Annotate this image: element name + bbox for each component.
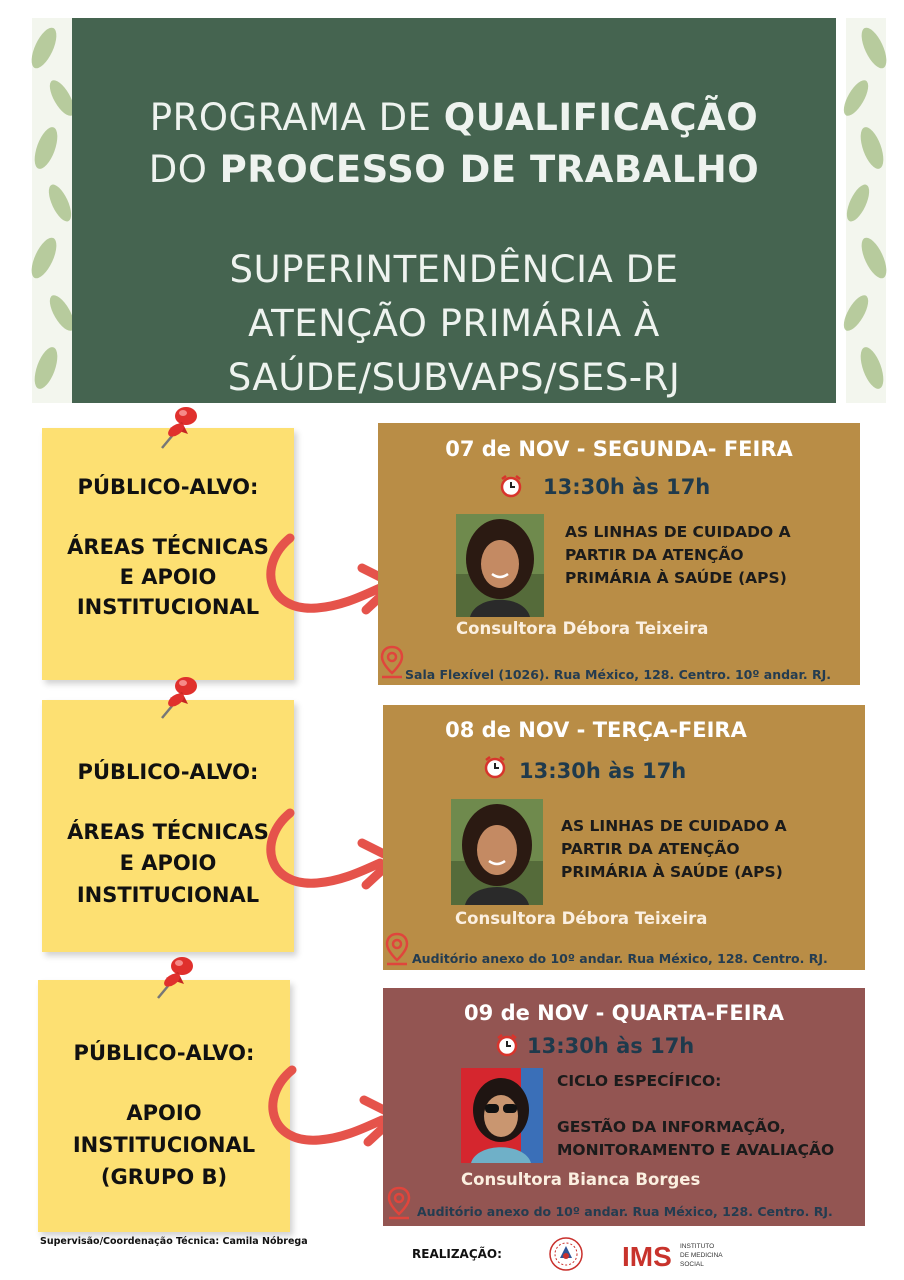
pushpin-icon xyxy=(158,672,202,720)
event-date: 09 de NOV - QUARTA-FEIRA xyxy=(464,1001,784,1025)
event-location: Sala Flexível (1026). Rua México, 128. Centro. 10º andar. RJ. xyxy=(405,667,832,682)
audience-note-1 xyxy=(42,428,294,680)
event-consultant: Consultora Bianca Borges xyxy=(461,1170,701,1189)
header-subtitle-line-1: SUPERINTENDÊNCIA DE xyxy=(229,248,679,291)
event-topic xyxy=(561,815,787,884)
audience-label: PÚBLICO-ALVO: xyxy=(77,475,259,499)
event-card-1 xyxy=(378,423,860,685)
event-location: Auditório anexo do 10º andar. Rua México, 128. Centro. RJ. xyxy=(412,951,828,966)
event-card-2 xyxy=(383,705,865,970)
event-date: 08 de NOV - TERÇA-FEIRA xyxy=(445,718,747,742)
event-date: 07 de NOV - SEGUNDA- FEIRA xyxy=(445,437,793,461)
event-topic-line-1: AS LINHAS DE CUIDADO A xyxy=(561,817,787,835)
audience-line-3: (GRUPO B) xyxy=(100,1165,228,1189)
header-title-bold-2: PROCESSO DE TRABALHO xyxy=(219,148,760,191)
audience-line-2: E APOIO xyxy=(119,851,217,875)
event-consultant: Consultora Débora Teixeira xyxy=(455,909,708,928)
audience-line-1: ÁREAS TÉCNICAS xyxy=(67,535,269,559)
svg-text:INSTITUTO: INSTITUTO xyxy=(680,1243,715,1250)
pushpin-icon xyxy=(154,952,198,1000)
event-topic xyxy=(565,521,791,590)
alarm-clock-icon xyxy=(495,1033,519,1057)
consultant-photo xyxy=(451,799,543,905)
pushpin-icon xyxy=(158,402,202,450)
audience-line-2: INSTITUCIONAL xyxy=(72,1133,256,1157)
audience-note-3 xyxy=(38,980,290,1232)
audience-line-2: E APOIO xyxy=(119,565,217,589)
consultant-photo xyxy=(456,514,544,617)
header-subtitle-line-3: SAÚDE/SUBVAPS/SES-RJ xyxy=(227,356,681,399)
event-time: 13:30h às 17h xyxy=(519,759,687,783)
event-topic-line-2: PARTIR DA ATENÇÃO xyxy=(561,840,740,858)
header-title-regular-1: PROGRAMA DE xyxy=(149,96,444,139)
uerj-logo-icon xyxy=(548,1236,584,1272)
event-topic xyxy=(557,1070,834,1162)
audience-line-1: ÁREAS TÉCNICAS xyxy=(67,820,269,844)
ims-logo-icon xyxy=(622,1238,723,1272)
audience-line-3: INSTITUCIONAL xyxy=(76,883,260,907)
event-topic-line-2: PARTIR DA ATENÇÃO xyxy=(565,546,744,564)
header-banner xyxy=(72,18,836,403)
audience-label: PÚBLICO-ALVO: xyxy=(77,760,259,784)
event-card-3 xyxy=(383,988,865,1226)
header-title-bold-1: QUALIFICAÇÃO xyxy=(443,96,759,139)
event-time: 13:30h às 17h xyxy=(543,475,711,499)
svg-text:SOCIAL: SOCIAL xyxy=(680,1261,704,1268)
event-consultant: Consultora Débora Teixeira xyxy=(456,619,709,638)
svg-text:DE MEDICINA: DE MEDICINA xyxy=(680,1252,723,1259)
audience-note-2 xyxy=(42,700,294,952)
leaf-pattern-left xyxy=(32,18,72,403)
header-title-line-2 xyxy=(72,148,836,192)
leaf-pattern-right xyxy=(846,18,886,403)
audience-line-3: INSTITUCIONAL xyxy=(76,595,260,619)
event-topic-line-3: PRIMÁRIA À SAÚDE (APS) xyxy=(561,863,783,881)
event-topic-line-1: AS LINHAS DE CUIDADO A xyxy=(565,523,791,541)
location-pin-icon xyxy=(385,932,409,966)
svg-text:IMS: IMS xyxy=(622,1241,672,1272)
event-topic-line-3: MONITORAMENTO E AVALIAÇÃO xyxy=(557,1141,835,1159)
supervision-credit: Supervisão/Coordenação Técnica: Camila Nóbrega xyxy=(40,1236,308,1247)
event-topic-line-1: CICLO ESPECÍFICO: xyxy=(557,1072,722,1090)
header-title-regular-2: DO xyxy=(148,148,220,191)
alarm-clock-icon xyxy=(499,474,523,498)
consultant-photo xyxy=(461,1068,543,1163)
event-topic-line-3: PRIMÁRIA À SAÚDE (APS) xyxy=(565,569,787,587)
audience-line-1: APOIO xyxy=(126,1101,202,1125)
event-location: Auditório anexo do 10º andar. Rua México, 128. Centro. RJ. xyxy=(417,1204,833,1219)
audience-label: PÚBLICO-ALVO: xyxy=(73,1041,255,1065)
location-pin-icon xyxy=(387,1186,411,1220)
event-time: 13:30h às 17h xyxy=(527,1034,695,1058)
alarm-clock-icon xyxy=(483,755,507,779)
location-pin-icon xyxy=(380,645,404,679)
event-topic-line-2: GESTÃO DA INFORMAÇÃO, xyxy=(557,1118,786,1136)
header-title-line-1 xyxy=(72,96,836,140)
header-subtitle-line-2: ATENÇÃO PRIMÁRIA À xyxy=(248,302,660,345)
realizacao-label: REALIZAÇÃO: xyxy=(412,1247,502,1261)
event-topic-spacer xyxy=(557,1093,834,1116)
